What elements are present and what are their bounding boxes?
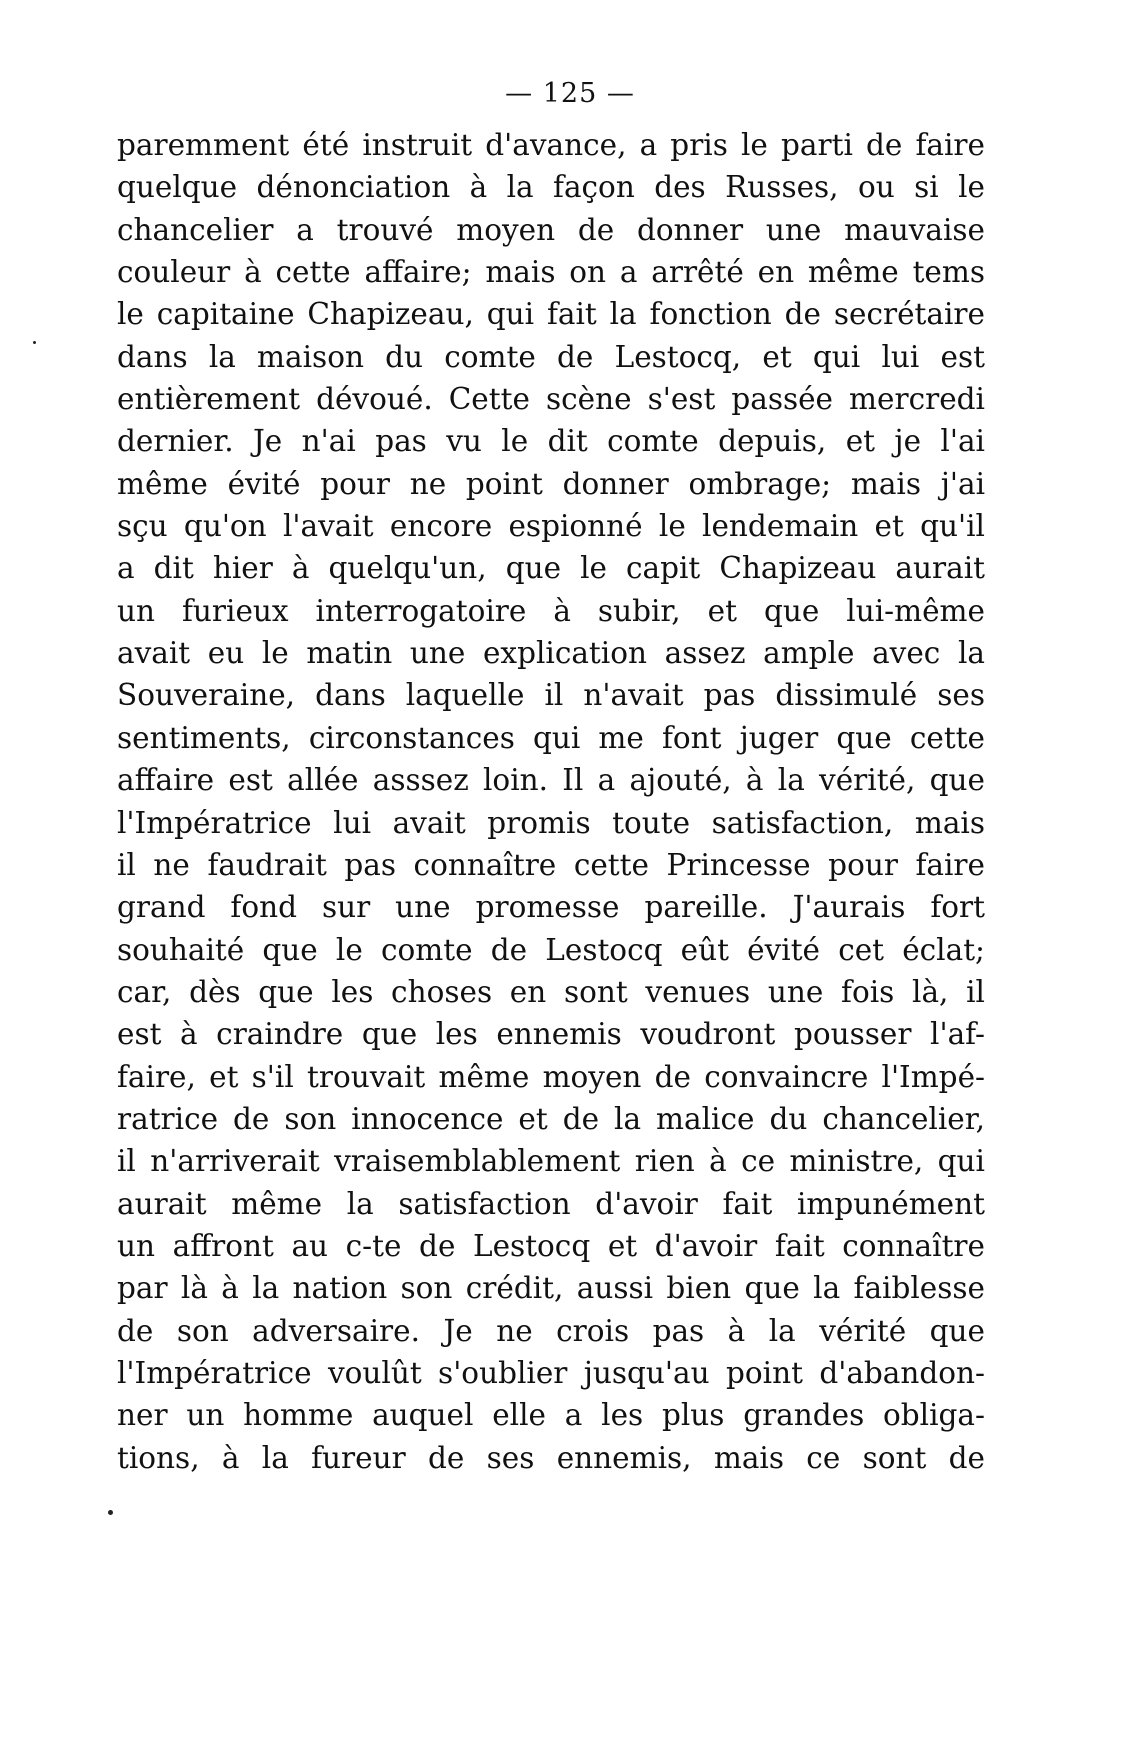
text-line: entièrement dévoué. Cette scène s'est passée mercredi [117, 382, 985, 417]
text-line: grand fond sur une promesse pareille. J'aurais fort [117, 890, 985, 925]
text-line: il n'arriverait vraisemblablement rien à ce ministre, qui [117, 1144, 985, 1179]
text-line: un affront au c-te de Lestocq et d'avoir fait connaître [117, 1228, 985, 1263]
text-line: avait eu le matin une explication assez ample avec la [117, 636, 985, 671]
text-line: un furieux interrogatoire à subir, et que lui-même [117, 593, 985, 628]
text-line: ratrice de son innocence et de la malice du chancelier, [117, 1101, 985, 1136]
text-line: sçu qu'on l'avait encore espionné le lendemain et qu'il [117, 509, 985, 544]
text-line: affaire est allée asssez loin. Il a ajouté, à la vérité, que [117, 763, 985, 798]
text-line: souhaité que le comte de Lestocq eût évité cet éclat; [117, 932, 985, 967]
ink-speck [108, 1510, 113, 1515]
text-line: paremment été instruit d'avance, a pris le parti de faire [117, 128, 985, 162]
text-line: l'Impératrice lui avait promis toute satisfaction, mais [117, 805, 985, 840]
text-line: Souveraine, dans laquelle il n'avait pas dissimulé ses [117, 678, 985, 713]
text-line: faire, et s'il trouvait même moyen de convaincre l'Impé- [117, 1059, 985, 1094]
text-line: de son adversaire. Je ne crois pas à la vérité que [117, 1313, 985, 1348]
text-line: couleur à cette affaire; mais on a arrêté en même tems [117, 255, 985, 290]
text-line: aurait même la satisfaction d'avoir fait impunément [117, 1186, 985, 1221]
text-line: l'Impératrice voulût s'oublier jusqu'au point d'abandon- [117, 1355, 985, 1390]
page-number: — 125 — [505, 78, 635, 109]
text-line: même évité pour ne point donner ombrage; mais j'ai [117, 466, 985, 501]
text-line: est à craindre que les ennemis voudront pousser l'af- [117, 1017, 985, 1052]
text-line: le capitaine Chapizeau, qui fait la fonction de secrétaire [117, 297, 985, 332]
text-line: car, dès que les choses en sont venues une fois là, il [117, 974, 985, 1009]
text-line: sentiments, circonstances qui me font juger que cette [117, 720, 985, 755]
text-line: ner un homme auquel elle a les plus grandes obliga- [117, 1398, 985, 1433]
text-line: dernier. Je n'ai pas vu le dit comte depuis, et je l'ai [117, 424, 985, 459]
text-line: il ne faudrait pas connaître cette Princesse pour faire [117, 847, 985, 882]
text-line: quelque dénonciation à la façon des Russes, ou si le [117, 170, 985, 205]
body-text [117, 124, 985, 1479]
ink-speck [33, 341, 36, 344]
text-line: tions, à la fureur de ses ennemis, mais ce sont de [117, 1440, 985, 1475]
text-line: chancelier a trouvé moyen de donner une mauvaise [117, 212, 985, 247]
text-line: a dit hier à quelqu'un, que le capit Chapizeau aurait [117, 551, 985, 586]
text-line: dans la maison du comte de Lestocq, et qui lui est [117, 339, 985, 374]
text-line: par là à la nation son crédit, aussi bien que la faiblesse [117, 1271, 985, 1306]
